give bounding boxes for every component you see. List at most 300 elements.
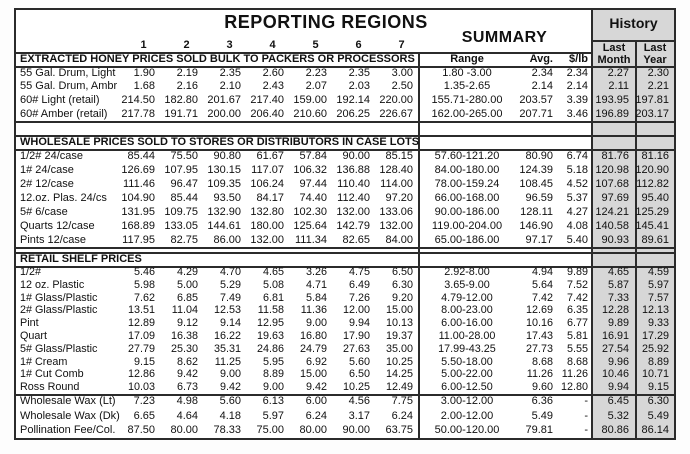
region-value: 7.26 — [348, 291, 370, 304]
last-year-value: 6.30 — [647, 395, 669, 407]
region-value: 5.98 — [133, 278, 155, 291]
region-value: 63.75 — [385, 424, 413, 437]
region-value: 74.40 — [299, 192, 327, 204]
region-value: 57.84 — [299, 150, 327, 162]
region-value: 25.30 — [170, 342, 198, 355]
last-month-value: 9.96 — [607, 355, 629, 368]
region-value: 15.00 — [385, 304, 413, 317]
per-lb-value: 6.74 — [566, 150, 588, 162]
region-value: 11.58 — [257, 304, 284, 317]
range-value: 6.00-16.00 — [441, 317, 493, 330]
table-row — [16, 233, 674, 247]
region-value: 6.30 — [391, 278, 413, 291]
section3-header-row — [16, 252, 674, 266]
last-month-value: 193.95 — [595, 94, 629, 106]
row-label: 12 oz. Plastic — [20, 278, 85, 291]
section3-header: RETAIL SHELF PRICES — [20, 253, 142, 265]
table-row — [16, 205, 674, 219]
region-value: 6.65 — [133, 409, 155, 422]
region-value: 5.00 — [176, 278, 198, 291]
region-value: 7.23 — [133, 395, 155, 407]
per-lb-value: 8.68 — [566, 355, 588, 368]
row-label: 1# Glass/Plastic — [20, 291, 98, 304]
table-row — [16, 191, 674, 205]
region-value: 85.44 — [170, 192, 198, 204]
region-value: 11.25 — [214, 355, 241, 368]
per-lb-value: 11.26 — [561, 368, 588, 381]
avg-value: 8.68 — [531, 355, 553, 368]
region-value: 4.18 — [219, 409, 241, 422]
region-value: 78.33 — [213, 424, 241, 437]
region-value: 2.07 — [305, 80, 327, 93]
price-report-table — [14, 8, 676, 440]
region-value: 117.95 — [122, 234, 155, 246]
avg-value: 79.81 — [525, 424, 553, 437]
region-value: 9.42 — [176, 368, 198, 381]
per-lb-value: - — [584, 395, 588, 407]
region-value: 114.00 — [380, 178, 413, 190]
range-value: 57.60-121.20 — [434, 150, 500, 162]
last-year-value: 5.97 — [647, 278, 669, 291]
region-value: 6.50 — [348, 368, 370, 381]
per-lb-value: 7.52 — [566, 278, 588, 291]
table-row — [16, 108, 674, 122]
last-year-value: 89.61 — [641, 234, 669, 246]
per-lb-value: 4.52 — [566, 178, 588, 190]
region-value: 10.13 — [385, 317, 413, 330]
per-lb-value: 5.55 — [566, 342, 588, 355]
region-value: 192.14 — [336, 94, 370, 106]
region-value: 10.25 — [342, 381, 370, 394]
region-value: 6.24 — [391, 409, 413, 422]
row-label: 1# 24/case — [20, 164, 74, 176]
region-value: 200.00 — [207, 107, 241, 120]
region-value: 210.60 — [293, 107, 327, 120]
region-value: 132.80 — [250, 206, 284, 218]
table-row — [16, 80, 674, 94]
section2-bottom-line — [16, 247, 674, 249]
section1-header: EXTRACTED HONEY PRICES SOLD BULK TO PACKERS OR PROCESSORS — [20, 53, 415, 65]
region-value: 19.37 — [385, 329, 413, 342]
row-label: Pint — [20, 317, 39, 330]
region-value: 4.65 — [262, 266, 284, 278]
region-value: 2.23 — [305, 66, 327, 79]
region-number: 6 — [355, 39, 362, 51]
range-value: 5.50-18.00 — [441, 355, 493, 368]
last-month-value: 4.65 — [607, 266, 629, 278]
region-value: 14.25 — [385, 368, 413, 381]
table-row — [16, 163, 674, 177]
summary-title: SUMMARY — [461, 29, 548, 46]
region-value: 85.44 — [127, 150, 155, 162]
range-value: 17.99-43.25 — [438, 342, 496, 355]
region-value: 3.17 — [348, 409, 370, 422]
region-value: 132.00 — [250, 234, 284, 246]
table-row — [16, 304, 674, 317]
region-value: 217.78 — [121, 107, 155, 120]
region-value: 8.62 — [176, 355, 198, 368]
row-label: 60# Light (retail) — [20, 94, 100, 106]
per-lb-value: 3.39 — [566, 94, 588, 106]
last-year-value: 81.16 — [641, 150, 669, 162]
table-row — [16, 149, 674, 163]
avg-value: 6.36 — [531, 395, 553, 407]
region-value: 11.04 — [171, 304, 198, 317]
region-value: 4.75 — [348, 266, 370, 278]
region-value: 104.90 — [121, 192, 155, 204]
region-value: 5.84 — [305, 291, 327, 304]
region-value: 6.85 — [176, 291, 198, 304]
region-value: 2.35 — [348, 66, 370, 79]
region-value: 117.07 — [251, 164, 284, 176]
region-value: 12.95 — [256, 317, 284, 330]
region-value: 220.00 — [379, 94, 413, 106]
section1-header-row — [16, 52, 674, 66]
region-value: 61.67 — [256, 150, 284, 162]
avg-value: 17.43 — [525, 329, 553, 342]
last-month-value: 81.76 — [601, 150, 629, 162]
last-year-value: 9.15 — [647, 381, 669, 394]
range-value: 5.00-22.00 — [441, 368, 493, 381]
region-value: 182.80 — [164, 94, 198, 106]
last-month-value: 107.68 — [595, 178, 629, 190]
avg-value: 2.34 — [531, 66, 553, 79]
range-value: 2.92-8.00 — [444, 266, 490, 278]
region-value: 133.06 — [379, 206, 413, 218]
region-value: 10.25 — [385, 355, 413, 368]
last-year-value: 125.29 — [635, 206, 669, 218]
last-month-value: 7.33 — [607, 291, 629, 304]
per-lb-value: 5.37 — [566, 192, 588, 204]
last-year-value: 112.82 — [636, 178, 669, 190]
last-month-value: 9.94 — [607, 381, 629, 394]
avg-value: 203.57 — [519, 94, 553, 106]
region-value: 106.32 — [293, 164, 327, 176]
region-value: 5.97 — [262, 409, 284, 422]
avg-value: 97.17 — [525, 234, 553, 246]
row-label: 1# Cream — [20, 355, 68, 368]
per-lb-value: 5.18 — [566, 164, 588, 176]
region-value: 97.44 — [299, 178, 327, 190]
range-value: 66.00-168.00 — [434, 192, 500, 204]
region-value: 111.34 — [294, 234, 327, 246]
last-month-value: 6.45 — [607, 395, 629, 407]
region-value: 4.29 — [176, 266, 198, 278]
per-lb-value: 5.40 — [566, 234, 588, 246]
region-number: 4 — [269, 39, 276, 51]
region-value: 133.05 — [164, 220, 198, 232]
region-value: 84.17 — [256, 192, 284, 204]
region-value: 84.00 — [385, 234, 413, 246]
last-year-value: 12.13 — [641, 304, 669, 317]
last-year-value: 25.92 — [641, 342, 669, 355]
last-year-value: 8.89 — [647, 355, 669, 368]
region-value: 2.10 — [219, 80, 241, 93]
last-month-value: 27.54 — [601, 342, 629, 355]
region-value: 7.49 — [219, 291, 241, 304]
avg-value: 11.26 — [526, 368, 553, 381]
region-value: 206.25 — [336, 107, 370, 120]
region-value: 9.42 — [305, 381, 327, 394]
region-value: 6.00 — [305, 395, 327, 407]
avg-value: 4.94 — [531, 266, 553, 278]
per-lb-value: 3.46 — [566, 107, 588, 120]
range-value: 1.80 -3.00 — [442, 66, 492, 79]
region-value: 128.40 — [379, 164, 413, 176]
last-year-value: 4.59 — [647, 266, 669, 278]
region-value: 13.51 — [127, 304, 155, 317]
avg-value: 2.14 — [531, 80, 553, 93]
avg-value: 80.90 — [525, 150, 553, 162]
region-value: 6.81 — [262, 291, 284, 304]
row-label: 2# Glass/Plastic — [20, 304, 98, 317]
region-number: 2 — [183, 39, 190, 51]
table-row — [16, 368, 674, 381]
region-value: 159.00 — [293, 94, 327, 106]
region-value: 2.50 — [391, 80, 413, 93]
history-title: History — [609, 15, 658, 31]
range-value: 119.00-204.00 — [431, 220, 503, 232]
per-lb-value: 6.35 — [566, 304, 588, 317]
region-value: 9.00 — [305, 317, 327, 330]
region-value: 16.38 — [170, 329, 198, 342]
table-row — [16, 279, 674, 292]
per-lb-value: 7.42 — [566, 291, 588, 304]
region-value: 112.40 — [337, 192, 370, 204]
region-value: 3.26 — [305, 266, 327, 278]
region-value: 168.89 — [121, 220, 155, 232]
last-month-value: 2.27 — [607, 66, 629, 79]
avg-value: 5.64 — [531, 278, 553, 291]
avg-value: 9.60 — [531, 381, 553, 394]
region-value: 2.19 — [176, 66, 198, 79]
region-value: 15.00 — [299, 368, 327, 381]
range-value: 84.00-180.00 — [434, 164, 500, 176]
range-value: 2.00-12.00 — [440, 409, 494, 422]
wax-pollination-rows — [16, 394, 674, 438]
row-label: 55 Gal. Drum, Light — [20, 66, 116, 79]
region-value: 180.00 — [250, 220, 284, 232]
region-value: 5.60 — [348, 355, 370, 368]
table-row — [16, 423, 674, 438]
range-column-header: Range — [450, 53, 484, 65]
range-value: 162.00-265.00 — [431, 107, 503, 120]
row-label: 2# 12/case — [20, 178, 74, 190]
last-year-value: 9.33 — [647, 317, 669, 330]
region-value: 4.70 — [219, 266, 241, 278]
avg-column-header: Avg. — [529, 53, 553, 65]
region-value: 90.00 — [342, 150, 370, 162]
region-value: 5.60 — [219, 395, 241, 407]
row-label: Quarts 12/case — [20, 220, 95, 232]
region-number: 7 — [398, 39, 405, 51]
region-value: 12.86 — [127, 368, 155, 381]
region-value: 7.62 — [133, 291, 155, 304]
region-value: 206.40 — [250, 107, 284, 120]
avg-value: 7.42 — [531, 291, 553, 304]
row-label: Quart — [20, 329, 48, 342]
section2-header: WHOLESALE PRICES SOLD TO STORES OR DISTRIBUTORS IN CASE LOTS — [20, 136, 420, 148]
avg-value: 27.73 — [525, 342, 553, 355]
region-value: 9.00 — [262, 381, 284, 394]
row-label: 55 Gal. Drum, Ambr — [20, 80, 118, 93]
region-value: 24.86 — [256, 342, 284, 355]
last-month-value: 2.11 — [608, 80, 629, 93]
region-value: 5.46 — [133, 266, 155, 278]
table-row — [16, 409, 674, 424]
wholesale-rows — [16, 149, 674, 247]
region-value: 75.00 — [256, 424, 284, 437]
last-month-value: 90.93 — [601, 234, 629, 246]
region-value: 132.90 — [207, 206, 241, 218]
range-value: 6.00-12.50 — [441, 381, 493, 394]
region-value: 132.00 — [336, 206, 370, 218]
table-row — [16, 67, 674, 81]
last-year-value: 2.30 — [647, 66, 669, 79]
region-number: 3 — [226, 39, 233, 51]
region-value: 125.64 — [293, 220, 327, 232]
region-value: 6.50 — [391, 266, 413, 278]
avg-value: 10.16 — [525, 317, 553, 330]
region-value: 96.47 — [170, 178, 198, 190]
table-row — [16, 94, 674, 108]
region-value: 87.50 — [127, 424, 155, 437]
region-value: 1.68 — [133, 80, 155, 93]
per-lb-value: 2.14 — [566, 80, 588, 93]
region-value: 9.94 — [348, 317, 370, 330]
range-value: 78.00-159.24 — [434, 178, 500, 190]
table-row — [16, 266, 674, 279]
last-month-value: 16.91 — [601, 329, 629, 342]
table-row — [16, 292, 674, 305]
region-value: 9.00 — [219, 368, 241, 381]
region-value: 6.13 — [262, 395, 284, 407]
region-number-headers — [16, 38, 591, 52]
region-value: 27.79 — [127, 342, 155, 355]
region-value: 1.90 — [133, 66, 155, 79]
row-label: 5# 6/case — [20, 206, 68, 218]
region-value: 75.50 — [170, 150, 198, 162]
region-value: 107.95 — [164, 164, 198, 176]
region-value: 106.24 — [250, 178, 284, 190]
last-month-value: 12.28 — [601, 304, 629, 317]
range-value: 65.00-186.00 — [434, 234, 500, 246]
region-value: 9.20 — [391, 291, 413, 304]
table-row — [16, 330, 674, 343]
last-year-value: 10.71 — [641, 368, 669, 381]
per-lb-value: 2.34 — [566, 66, 588, 79]
avg-value: 124.39 — [519, 164, 553, 176]
last-month-value: 9.89 — [607, 317, 629, 330]
row-label: 60# Amber (retail) — [20, 107, 108, 120]
per-lb-value: 12.80 — [561, 381, 589, 394]
region-value: 226.67 — [379, 107, 413, 120]
region-value: 6.92 — [305, 355, 327, 368]
region-value: 16.80 — [299, 329, 327, 342]
region-value: 17.90 — [342, 329, 370, 342]
region-value: 2.35 — [219, 66, 241, 79]
region-value: 9.15 — [133, 355, 155, 368]
table-row — [16, 381, 674, 394]
region-value: 144.61 — [207, 220, 241, 232]
row-label: 1/2# 24/case — [20, 150, 83, 162]
page-title: REPORTING REGIONS — [224, 12, 428, 32]
region-value: 10.03 — [127, 381, 155, 394]
region-value: 12.00 — [342, 304, 370, 317]
range-value: 1.35-2.65 — [443, 80, 491, 93]
region-value: 2.03 — [348, 80, 370, 93]
region-value: 9.42 — [219, 381, 241, 394]
section2-header-row — [16, 135, 674, 149]
last-month-value: 10.46 — [601, 368, 629, 381]
per-lb-value: - — [584, 424, 588, 437]
per-lb-value: 5.81 — [566, 329, 588, 342]
region-value: 90.80 — [213, 150, 241, 162]
region-value: 9.12 — [176, 317, 198, 330]
last-month-value: 196.89 — [595, 107, 629, 120]
region-value: 3.00 — [391, 66, 413, 79]
region-value: 214.50 — [121, 94, 155, 106]
last-month-value: 5.87 — [607, 278, 629, 291]
region-value: 35.31 — [213, 342, 241, 355]
last-month-value: 124.21 — [595, 206, 629, 218]
history-last-year-header: Last Year — [643, 42, 667, 66]
region-value: 109.75 — [164, 206, 198, 218]
region-value: 142.79 — [336, 220, 370, 232]
last-month-value: 97.69 — [601, 192, 629, 204]
range-value: 3.65-9.00 — [444, 278, 490, 291]
per-lb-value: 4.27 — [566, 206, 588, 218]
last-year-value: 197.81 — [635, 94, 669, 106]
region-value: 82.65 — [342, 234, 370, 246]
region-value: 217.40 — [250, 94, 284, 106]
row-label: 12.oz. Plas. 24/cs — [20, 192, 107, 204]
row-label: 5# Glass/Plastic — [20, 342, 98, 355]
region-value: 2.60 — [262, 66, 284, 79]
history-last-month-header: Last Month — [597, 42, 631, 66]
range-value: 155.71-280.00 — [431, 94, 503, 106]
retail-rows — [16, 266, 674, 394]
range-value: 8.00-23.00 — [441, 304, 493, 317]
region-value: 131.95 — [121, 206, 155, 218]
per-lb-value: 6.77 — [566, 317, 588, 330]
last-year-value: 86.14 — [641, 424, 669, 437]
region-value: 97.20 — [385, 192, 413, 204]
last-month-value: 120.98 — [595, 164, 629, 176]
region-value: 12.49 — [385, 381, 413, 394]
region-value: 5.08 — [262, 278, 284, 291]
region-value: 191.71 — [164, 107, 198, 120]
last-month-value: 5.32 — [607, 409, 629, 422]
last-year-value: 2.21 — [647, 80, 669, 93]
avg-value: 108.45 — [519, 178, 553, 190]
row-label: Pollination Fee/Col. — [20, 424, 116, 437]
region-value: 11.36 — [300, 304, 327, 317]
region-value: 93.50 — [213, 192, 241, 204]
region-value: 130.15 — [207, 164, 241, 176]
region-value: 2.16 — [176, 80, 198, 93]
region-value: 7.75 — [391, 395, 413, 407]
region-value: 19.63 — [256, 329, 284, 342]
avg-value: 12.69 — [525, 304, 553, 317]
region-number: 1 — [140, 39, 147, 51]
region-value: 132.00 — [379, 220, 413, 232]
region-value: 9.14 — [219, 317, 241, 330]
region-value: 4.56 — [348, 395, 370, 407]
row-label: Ross Round — [20, 381, 80, 394]
last-year-value: 17.29 — [641, 329, 669, 342]
region-value: 126.69 — [121, 164, 155, 176]
